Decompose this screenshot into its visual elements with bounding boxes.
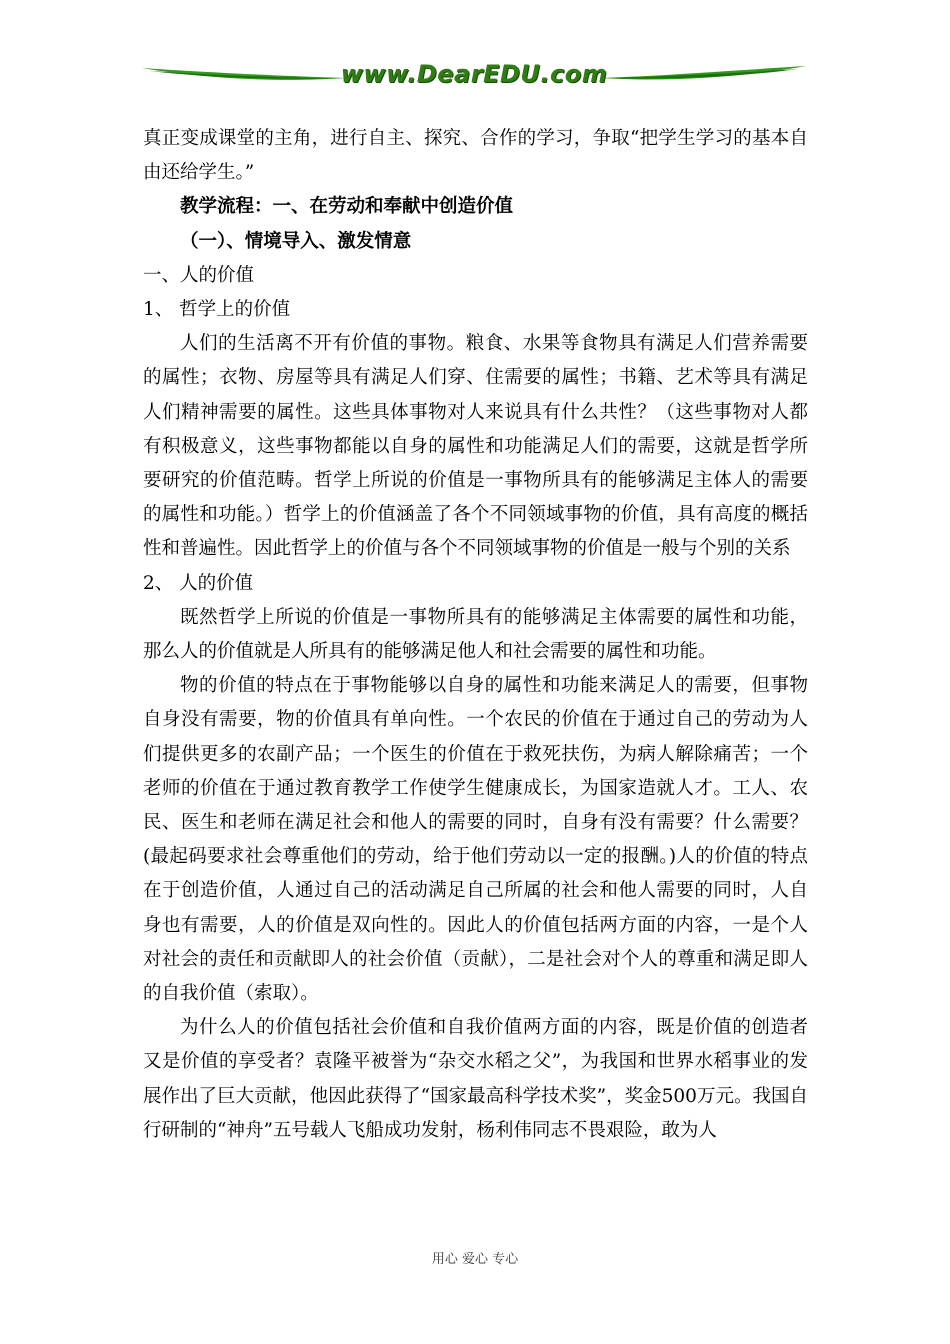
- site-logo[interactable]: www.DearEDU.com: [340, 60, 608, 88]
- paragraph: 物的价值的特点在于事物能够以自身的属性和功能来满足人的需要，但事物自身没有需要，物的价值具有单向性。一个农民的价值在于通过自己的劳动为人们提供更多的农副产品；一个医生的价值在于救死扶伤，为病人解除痛苦；一个老师的价值在于通过教育教学工作使学生健康成长，为国家造就人才。工人、农民、医生和老师在满足社会和他人的需要的同时，自身有没有需要？什么需要？(最起码要求社会尊重他们的劳动，给于他们劳动以一定的报酬。)人的价值的特点在于创造价值，人通过自己的活动满足自己所属的社会和他人需要的同时，人自身也有需要，人的价值是双向性的。因此人的价值包括两方面的内容，一是个人对社会的责任和贡献即人的社会价值（贡献），二是社会对个人的尊重和满足即人的自我价值（索取）。: [143, 675, 808, 1005]
- page-footer: 用心 爱心 专心: [431, 1252, 519, 1267]
- paragraph: 真正变成课堂的主角，进行自主、探究、合作的学习，争取“把学生学习的基本自由还给学生。”: [143, 128, 808, 184]
- body-text: [143, 122, 808, 1148]
- header-banner: [140, 56, 808, 100]
- subsection-heading: （一）、情境导入、激发情意: [180, 230, 412, 252]
- numbered-heading: 1、 哲学上的价值: [143, 299, 291, 321]
- numbered-heading: 2、 人的价值: [143, 572, 254, 594]
- section-heading: 教学流程：一、在劳动和奉献中创造价值: [180, 196, 514, 218]
- paragraph: 人们的生活离不开有价值的事物。粮食、水果等食物具有满足人们营养需要的属性；衣物、房屋等具有满足人们穿、住需要的属性；书籍、艺术等具有满足人们精神需要的属性。这些具体事物对人来说具有什么共性？（这些事物对人都有积极意义，这些事物都能以自身的属性和功能满足人们的需要，这就是哲学所要研究的价值范畴。哲学上所说的价值是一事物所具有的能够满足主体人的需要的属性和功能。）哲学上的价值涵盖了各个不同领域事物的价值，具有高度的概括性和普遍性。因此哲学上的价值与各个不同领域事物的价值是一般与个别的关系: [143, 333, 808, 560]
- topic-heading: 一、人的价值: [143, 264, 255, 286]
- paragraph: 既然哲学上所说的价值是一事物所具有的能够满足主体需要的属性和功能，那么人的价值就是人所具有的能够满足他人和社会需要的属性和功能。: [143, 606, 808, 663]
- paragraph: 为什么人的价值包括社会价值和自我价值两方面的内容，既是价值的创造者又是价值的享受者？袁隆平被誉为“杂交水稻之父”，为我国和世界水稻事业的发展作出了巨大贡献，他因此获得了“国家最高科学技术奖”，奖金500万元。我国自行研制的“神舟”五号载人飞船成功发射，杨利伟同志不畏艰险，敢为人: [143, 1017, 808, 1141]
